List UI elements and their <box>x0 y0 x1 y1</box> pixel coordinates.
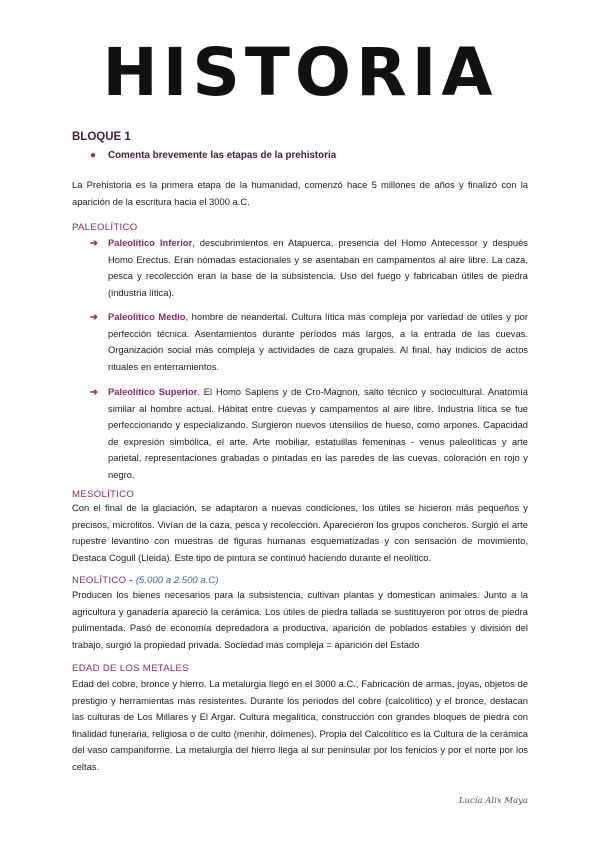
arrow-right-icon: ➔ <box>90 237 98 248</box>
neolitico-paragraph: Producen los bienes necesarios para la subsistencia, cultivan plantas y domestican animales. Junto a la agricultura y ganadería apareció la cerámica. Los útiles de piedra tallada se sustituyeron por otros de piedra pulimentada. Pasó de economía depredadora a productiva, aparición de poblados estables y división del trabajo, surgió la propiedad privada. Sociedad más compleja = aparición del Estado <box>72 589 528 650</box>
list-item-text: . El Homo Sapiens y de Cro-Magnon, salto técnico y sociocultural. Anatomía similar al hombre actual. Hábitat entre cuevas y campamentos al aire libre. Industria lítica se fue perfeccionando y especializando. Surgieron nuevos utensilios de hueso, como arpones. Capacidad de expresión simbólica, el arte. Arte mobiliar, estatuillas femeninas - venus paleolíticas y arte parietal, representaciones grabadas o pintadas en las paredes de las cuevas, coloración en rojo y negro. <box>108 386 528 480</box>
neolitico-dates: (5.000 a 2.500 a.C) <box>135 575 219 586</box>
task-item <box>90 150 336 161</box>
section-heading-metales: EDAD DE LOS METALES <box>72 663 189 674</box>
mesolitico-paragraph: Con el final de la glaciación, se adaptaron a nuevas condiciones, los útiles se hicieron más pequeños y precisos, microlitos. Vivían de la caza, pesca y recolección. Aparecieron los grupos concheros. Surgió el arte rupestre levantino con muestras de figuras humanas esquematizadas y con sensación de movimiento, Destaca Cogull (Lleida). Este tipo de pintura se continuó haciendo durante el neolítico. <box>72 502 528 563</box>
author-signature: Lucía Alix Maya <box>458 796 528 806</box>
list-item-text: , descubrimientos en Atapuerca, presencia del Homo Antecessor y después Homo Erectus. Eran nómadas estacionales y se asentaban en campamentos al aire libre. La caza, pesca y recolección eran la base de la subsistencia. Uso del fuego y fabricaban útiles de piedra (industria lítica). <box>108 237 528 298</box>
neolitico-title: NEOLÍTICO <box>72 575 127 586</box>
term-paleolitico-medio: Paleolítico Medio <box>108 311 186 322</box>
metales-paragraph: Edad del cobre, bronce y hierro. La metalurgia llegó en el 3000 a.C., Fabricación de armas, joyas, objetos de prestigio y herramientas más resistentes. Durante los periodos del cobre (calcolítico) y el bronce, destacan las culturas de Los Millares y El Argar. Cultura megalítica, construcción con grandes bloques de piedra con finalidad funeraria, religiosa o de culto (menhir, dólmenes). Propia del Calcolítico es la Cultura de la cerámica del vaso campaniforme. La metalurgia del hierro llega al sur peninsular por los fenicios y por el norte por los celtas. <box>72 678 528 772</box>
list-item <box>90 235 528 301</box>
arrow-right-icon: ➔ <box>90 386 98 397</box>
block-heading: BLOQUE 1 <box>72 131 131 143</box>
section-heading-paleolitico: PALEOLÍTICO <box>72 222 138 233</box>
term-paleolitico-inferior: Paleolítico Inferior <box>108 237 193 248</box>
bullet-icon: ● <box>90 150 96 161</box>
list-item-text: , hombre de neandertal. Cultura lítica más compleja por variedad de útiles y por perfección técnica. Asentamientos durante períodos más largos, a la entrada de las cuevas. Organización social más compleja y actividades de caza grupales. Al final, hay indicios de actos rituales en enterramientos. <box>108 311 528 372</box>
task-text: Comenta brevemente las etapas de la prehistoria <box>108 150 337 161</box>
intro-paragraph: La Prehistoria es la primera etapa de la humanidad, comenzó hace 5 millones de años y finalizó con la aparición de la escritura hacia el 3000 a.C. <box>72 179 528 207</box>
term-paleolitico-superior: Paleolítico Superior <box>108 386 198 397</box>
section-heading-neolitico <box>72 575 219 586</box>
neolitico-dash: - <box>126 575 136 586</box>
arrow-right-icon: ➔ <box>90 311 98 322</box>
list-item <box>90 384 528 483</box>
section-heading-mesolitico: MESOLÍTICO <box>72 489 135 500</box>
list-item <box>90 309 528 375</box>
page-title: HISTORIA <box>102 34 498 111</box>
